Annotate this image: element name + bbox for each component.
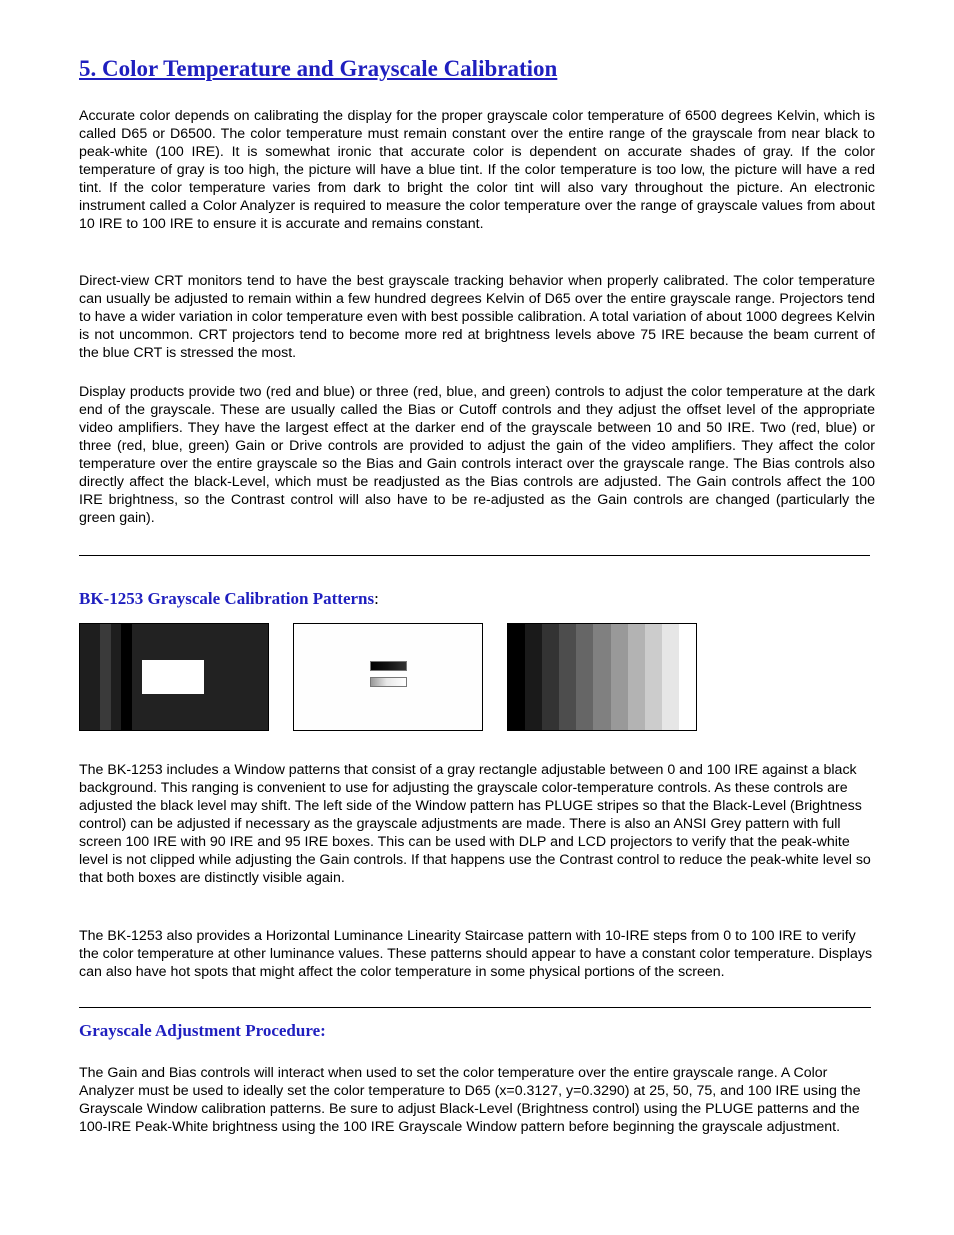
staircase-step-0 [508, 624, 525, 730]
staircase-step-9 [662, 624, 679, 730]
patterns-heading-colon: : [374, 589, 379, 608]
light-ramp-box [370, 677, 407, 687]
pluge-stripe-4 [121, 624, 132, 730]
patterns-paragraph-2: The BK-1253 also provides a Horizontal Luminance Linearity Staircase pattern with 10-IRE steps from 0 to 100 IRE to verify the color temperature at other luminance values. These patterns should appear to have a constant color temperature. Displays can also have hot spots that might affect the color temperature in some physical portions of the screen. [79, 928, 873, 980]
patterns-paragraph-1: The BK-1253 includes a Window patterns that consist of a gray rectangle adjustable between 0 and 100 IRE against a black background. This ranging is convenient to use for adjusting the grayscale color-temperature controls. As these controls are adjusted the black level may shift. The left side of the Window pattern has PLUGE stripes so that the Black-Level (Brightness control) can be adjusted if necessary as the grayscale adjustments are made. There is also an ANSI Grey pattern with full screen 100 IRE with 90 IRE and 95 IRE boxes. This can be used with DLP and LCD projectors to verify that the peak-white level is not clipped while adjusting the Gain controls. If that happens use the Contrast control to reduce the peak-white level so that both boxes are distinctly visible again. [79, 762, 871, 886]
patterns-heading-text: BK-1253 Grayscale Calibration Patterns [79, 589, 375, 608]
pluge-stripe-2 [100, 624, 111, 730]
staircase-step-7 [628, 624, 645, 730]
section-title: 5. Color Temperature and Grayscale Calibration [79, 56, 558, 81]
ansi-grey-pattern-thumbnail [293, 623, 483, 731]
staircase-step-10 [679, 624, 696, 730]
section-divider-1 [79, 555, 870, 556]
pluge-stripe-1 [80, 624, 100, 730]
pluge-stripe-3 [111, 624, 121, 730]
staircase-step-3 [559, 624, 576, 730]
procedure-heading: Grayscale Adjustment Procedure: [79, 1021, 326, 1040]
dark-ramp-box [370, 661, 407, 671]
intro-paragraph-2: Direct-view CRT monitors tend to have the best grayscale tracking behavior when properly calibrated. The color temperature can usually be adjusted to remain within a few hundred degrees Kelvin of D65 over the entire grayscale range. Projectors tend to have a wider variation in color temperature even with best possible calibration. A total variation of about 1000 degrees Kelvin is not uncommon. CRT projectors tend to become more red at brightness levels above 75 IRE because the beam current of the blue CRT is stressed the most. [79, 273, 875, 361]
staircase-step-4 [576, 624, 593, 730]
section-divider-2 [79, 1007, 871, 1008]
staircase-step-1 [525, 624, 542, 730]
staircase-step-2 [542, 624, 559, 730]
gray-window-box [142, 660, 204, 694]
staircase-step-6 [611, 624, 628, 730]
staircase-pattern-thumbnail [507, 623, 697, 731]
intro-paragraph-3: Display products provide two (red and blue) or three (red, blue, and green) controls to adjust the color temperature at the dark end of the grayscale. These are usually called the Bias or Cutoff controls and they adjust the offset level of the appropriate video amplifiers. They have the largest effect at the darker end of the grayscale between 10 and 50 IRE. Two (red, blue) or three (red, blue, green) Gain or Drive controls are provided to adjust the gain of the video amplifiers. They affect the color temperature over the entire grayscale so the Bias and Gain controls interact over the grayscale range. The Bias controls also directly affect the black-Level, which must be readjusted as the Bias controls are adjusted. The Gain controls affect the 100 IRE brightness, so the Contrast control will also have to be re-adjusted as the Gain controls are changed (particularly the green gain). [79, 384, 875, 526]
window-pluge-pattern-thumbnail [79, 623, 269, 731]
patterns-heading [79, 589, 379, 609]
staircase-step-8 [645, 624, 662, 730]
staircase-step-5 [593, 624, 610, 730]
intro-paragraph-1: Accurate color depends on calibrating the display for the proper grayscale color temperature of 6500 degrees Kelvin, which is called D65 or D6500. The color temperature must remain constant over the entire range of the grayscale from near black to peak-white (100 IRE). It is somewhat ironic that accurate color is dependent on accurate shades of gray. If the color temperature of gray is too high, the picture will have a blue tint. If the color temperature is too low, the picture will have a red tint. If the color temperature varies from dark to bright the color tint will also vary throughout the picture. An electronic instrument called a Color Analyzer is required to measure the color temperature over the range of grayscale values from about 10 IRE to 100 IRE to ensure it is accurate and remains constant. [79, 108, 875, 232]
procedure-paragraph-1: The Gain and Bias controls will interact when used to set the color temperature over the entire grayscale range. A Color Analyzer must be used to ideally set the color temperature to D65 (x=0.3127, y=0.3290) at 25, 50, 75, and 100 IRE using the Grayscale Window calibration patterns. Be sure to adjust Black-Level (Brightness control) using the PLUGE patterns and the 100-IRE Peak-White brightness using the 100 IRE Grayscale Window pattern before beginning the grayscale adjustment. [79, 1065, 861, 1135]
